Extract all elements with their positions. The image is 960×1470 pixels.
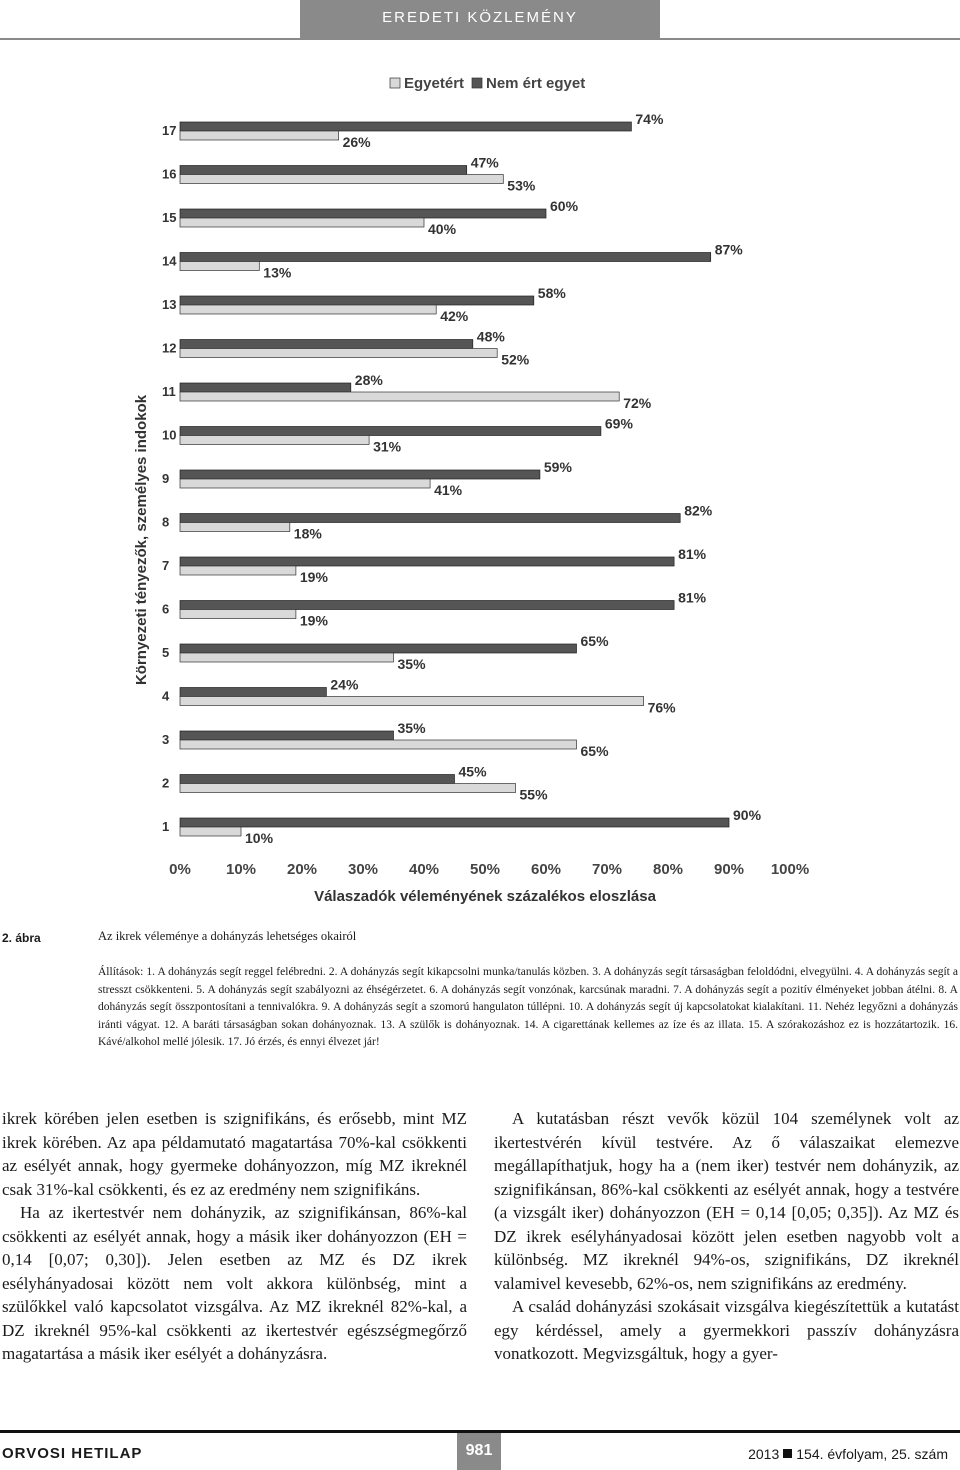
paragraph: ikrek körében jelen esetben is szignifikáns, és erősebb, mint MZ ikrek körében. Az apa példamutató magatartása 70%-kal csökkenti az esélyét annak, hogy gyermeke dohányozzon, míg MZ ikreknél csak 31%-kal csökkenti, és ez az eredmény nem szignifikáns. [2,1109,467,1199]
x-tick-label: 60% [530,861,562,878]
bar-egyetert [180,523,290,532]
bar-nem-ert-egyet [180,296,534,305]
data-label: 87% [714,241,743,258]
section-header-band [300,0,660,38]
bar-egyetert [180,566,296,575]
bar-nem-ert-egyet [180,731,394,740]
bar-egyetert [180,610,296,619]
data-label: 53% [507,177,536,194]
bar-egyetert [180,349,497,358]
bar-nem-ert-egyet [180,818,729,827]
bar-egyetert [180,218,424,227]
bar-egyetert [180,131,339,140]
legend-label: Nem ért egyet [486,75,586,92]
square-icon [783,1449,792,1458]
category-label: 6 [162,601,170,617]
page-number-box [457,1433,501,1470]
category-label: 4 [162,688,170,704]
issue-info [748,1446,948,1462]
data-label: 69% [604,415,633,432]
x-tick-label: 50% [469,861,501,878]
bar-egyetert [180,305,436,314]
data-label: 90% [733,807,762,823]
bar-nem-ert-egyet [180,775,455,784]
data-label: 28% [354,372,383,388]
data-label: 82% [684,502,713,519]
page-footer [0,1430,960,1470]
category-label: 17 [162,123,177,138]
legend-swatch [390,78,400,88]
data-label: 19% [299,612,328,629]
category-label: 7 [162,558,170,573]
data-label: 31% [373,438,402,455]
paragraph: Ha az ikertestvér nem dohányzik, az szignifikánsan, 86%-kal csökkenti az esélyét annak, hogy a másik iker dohányozzon (EH = 0,14 [0,07; 0,30]). Jelen esetben az MZ és DZ ikrek esélyhányadosai között nem volt akkora különbség, mint a szülőkkel való kapcsolatot vizsgálva. Az MZ ikreknél 82%-kal, a DZ ikreknél 95%-kal csökkenti az ikertestvér egészségmegőrző magatartása a másik iker esélyét a dohányzásra. [2,1203,467,1363]
category-label: 9 [162,471,170,486]
figure-label: 2. ábra [2,931,41,945]
category-label: 12 [162,340,177,356]
bar-nem-ert-egyet [180,601,674,610]
bar-nem-ert-egyet [180,209,546,218]
x-tick-label: 70% [591,861,623,878]
bar-egyetert [180,740,577,749]
bar-egyetert [180,697,644,706]
section-title: EREDETI KÖZLEMÉNY [382,9,578,26]
header-rule [0,38,960,40]
category-label: 11 [162,384,176,399]
data-label: 47% [470,154,499,171]
page-number: 981 [465,1442,493,1459]
data-label: 65% [580,633,609,649]
data-label: 81% [678,589,707,606]
figure-notes: Állítások: 1. A dohányzás segít reggel felébredni. 2. A dohányzás segít kikapcsolni munka/tanulás közben. 3. A dohányzás segít társaságban feloldódni, elvegyülni. 4. A dohányzás segít a stresszt csökkenteni. 5. A dohányzás segít szabályozni az éhségérzetet. 6. A dohányzás segít vonzónak, karcsúnak maradni. 7. A dohányzás segít a pozitív élményeket jobban átélni. 8. A dohányzás segít összpontosítani a tennivalókra. 9. A dohányzás segít a szomorú hangulaton túllépni. 10. A dohányzás segít új kapcsolatokat kialakítani. 11. Nehéz legyőzni a dohányzás iránti vágyat. 12. A baráti társaságban sokan dohányoznak. 13. A szülők is dohányoznak. 14. A cigarettának kellemes az íze és az illata. 15. A szórakozáshoz ez is hozzátartozik. 16. Kávé/alkohol mellé jólesik. 17. Jó érzés, és ennyi élvezet jár! [98,966,958,1048]
data-label: 45% [458,763,487,780]
category-label: 15 [162,210,177,225]
x-tick-label: 100% [770,861,810,878]
category-label: 14 [162,253,177,269]
paragraph: A kutatásban részt vevők közül 104 személynek volt az ikertestvérén kívül testvére. Az ő válaszaikat elemezve megállapíthatjuk, hogy ha a (nem iker) testvér nem dohányzik, az szignifikánsan, 86%-kal csökkenti az esélyét annak, hogy a testvére (a vizsgált iker) dohányozzon (EH = 0,14 [0,05; 0,35]). Az MZ és DZ ikrek esélyhányadosai között jelen esetben nagyobb volt a különbség. MZ ikreknél 94%-os, szignifikáns, DZ ikreknél valamivel kevesebb, 62%-os, nem szignifikáns az eredmény. [494,1109,959,1293]
bar-chart [0,45,960,915]
data-label: 10% [245,830,274,846]
legend-label: Egyetért [404,75,465,92]
bar-egyetert [180,175,503,184]
category-label: 10 [162,427,177,443]
data-label: 35% [397,656,426,672]
volume-issue: 154. évfolyam, 25. szám [796,1446,948,1462]
bar-egyetert [180,262,259,271]
x-tick-label: 80% [652,861,684,878]
data-label: 13% [263,264,292,281]
category-label: 1 [162,819,170,834]
bar-egyetert [180,436,369,445]
bar-nem-ert-egyet [180,644,577,653]
y-axis-categories [162,123,177,834]
bar-nem-ert-egyet [180,557,674,566]
bar-egyetert [180,653,394,662]
body-column-left [2,1107,467,1366]
x-tick-label: 30% [347,861,379,878]
bar-nem-ert-egyet [180,427,601,436]
data-label: 40% [428,221,457,237]
x-tick-label: 40% [408,861,440,878]
x-tick-label: 90% [713,861,745,878]
y-axis-label: Környezeti tényezők, személyes indokok [133,394,150,686]
category-label: 2 [162,775,170,791]
chart-bars [180,111,762,846]
legend-swatch [472,78,482,88]
body-column-right [494,1107,959,1366]
bar-egyetert [180,784,516,793]
year: 2013 [748,1446,780,1462]
journal-name: ORVOSI HETILAP [2,1445,143,1462]
bar-nem-ert-egyet [180,122,631,131]
category-label: 13 [162,297,177,312]
data-label: 19% [299,569,328,585]
data-label: 76% [647,699,676,716]
data-label: 65% [580,743,609,759]
data-label: 74% [635,111,664,127]
data-label: 81% [678,546,707,562]
data-label: 52% [501,351,530,368]
bar-egyetert [180,827,241,836]
data-label: 24% [330,676,359,693]
category-label: 3 [162,732,170,747]
bar-nem-ert-egyet [180,340,473,349]
paragraph: A család dohányzási szokásait vizsgálva kiegészítettük a kutatást egy kérdéssel, amely a gyermekkori passzív dohányzásra vonatkozott. Megvizsgáltuk, hogy a gyer- [494,1297,959,1363]
bar-nem-ert-egyet [180,383,351,392]
x-tick-label: 10% [225,861,257,878]
data-label: 72% [623,395,652,411]
category-label: 8 [162,514,170,530]
data-label: 35% [397,720,426,736]
bar-nem-ert-egyet [180,688,326,697]
x-axis-label: Válaszadók véleményének százalékos eloszlása [314,888,656,905]
bar-nem-ert-egyet [180,253,711,262]
data-label: 26% [342,134,371,150]
data-label: 60% [550,198,579,214]
data-label: 18% [293,525,322,542]
x-axis-ticks [169,861,809,878]
figure-caption [0,925,960,1048]
chart-legend [390,75,585,92]
category-label: 5 [162,645,170,660]
bar-egyetert [180,479,430,488]
figure-title: Az ikrek véleménye a dohányzás lehetséges okairól [98,929,357,943]
x-tick-label: 0% [169,861,191,878]
data-label: 41% [434,482,463,498]
category-label: 16 [162,166,177,182]
data-label: 55% [519,786,548,803]
data-label: 48% [476,328,505,345]
bar-egyetert [180,392,619,401]
bar-nem-ert-egyet [180,470,540,479]
bar-nem-ert-egyet [180,514,680,523]
data-label: 58% [537,285,566,301]
data-label: 59% [543,459,572,475]
data-label: 42% [440,308,469,324]
x-tick-label: 20% [286,861,318,878]
bar-nem-ert-egyet [180,166,467,175]
